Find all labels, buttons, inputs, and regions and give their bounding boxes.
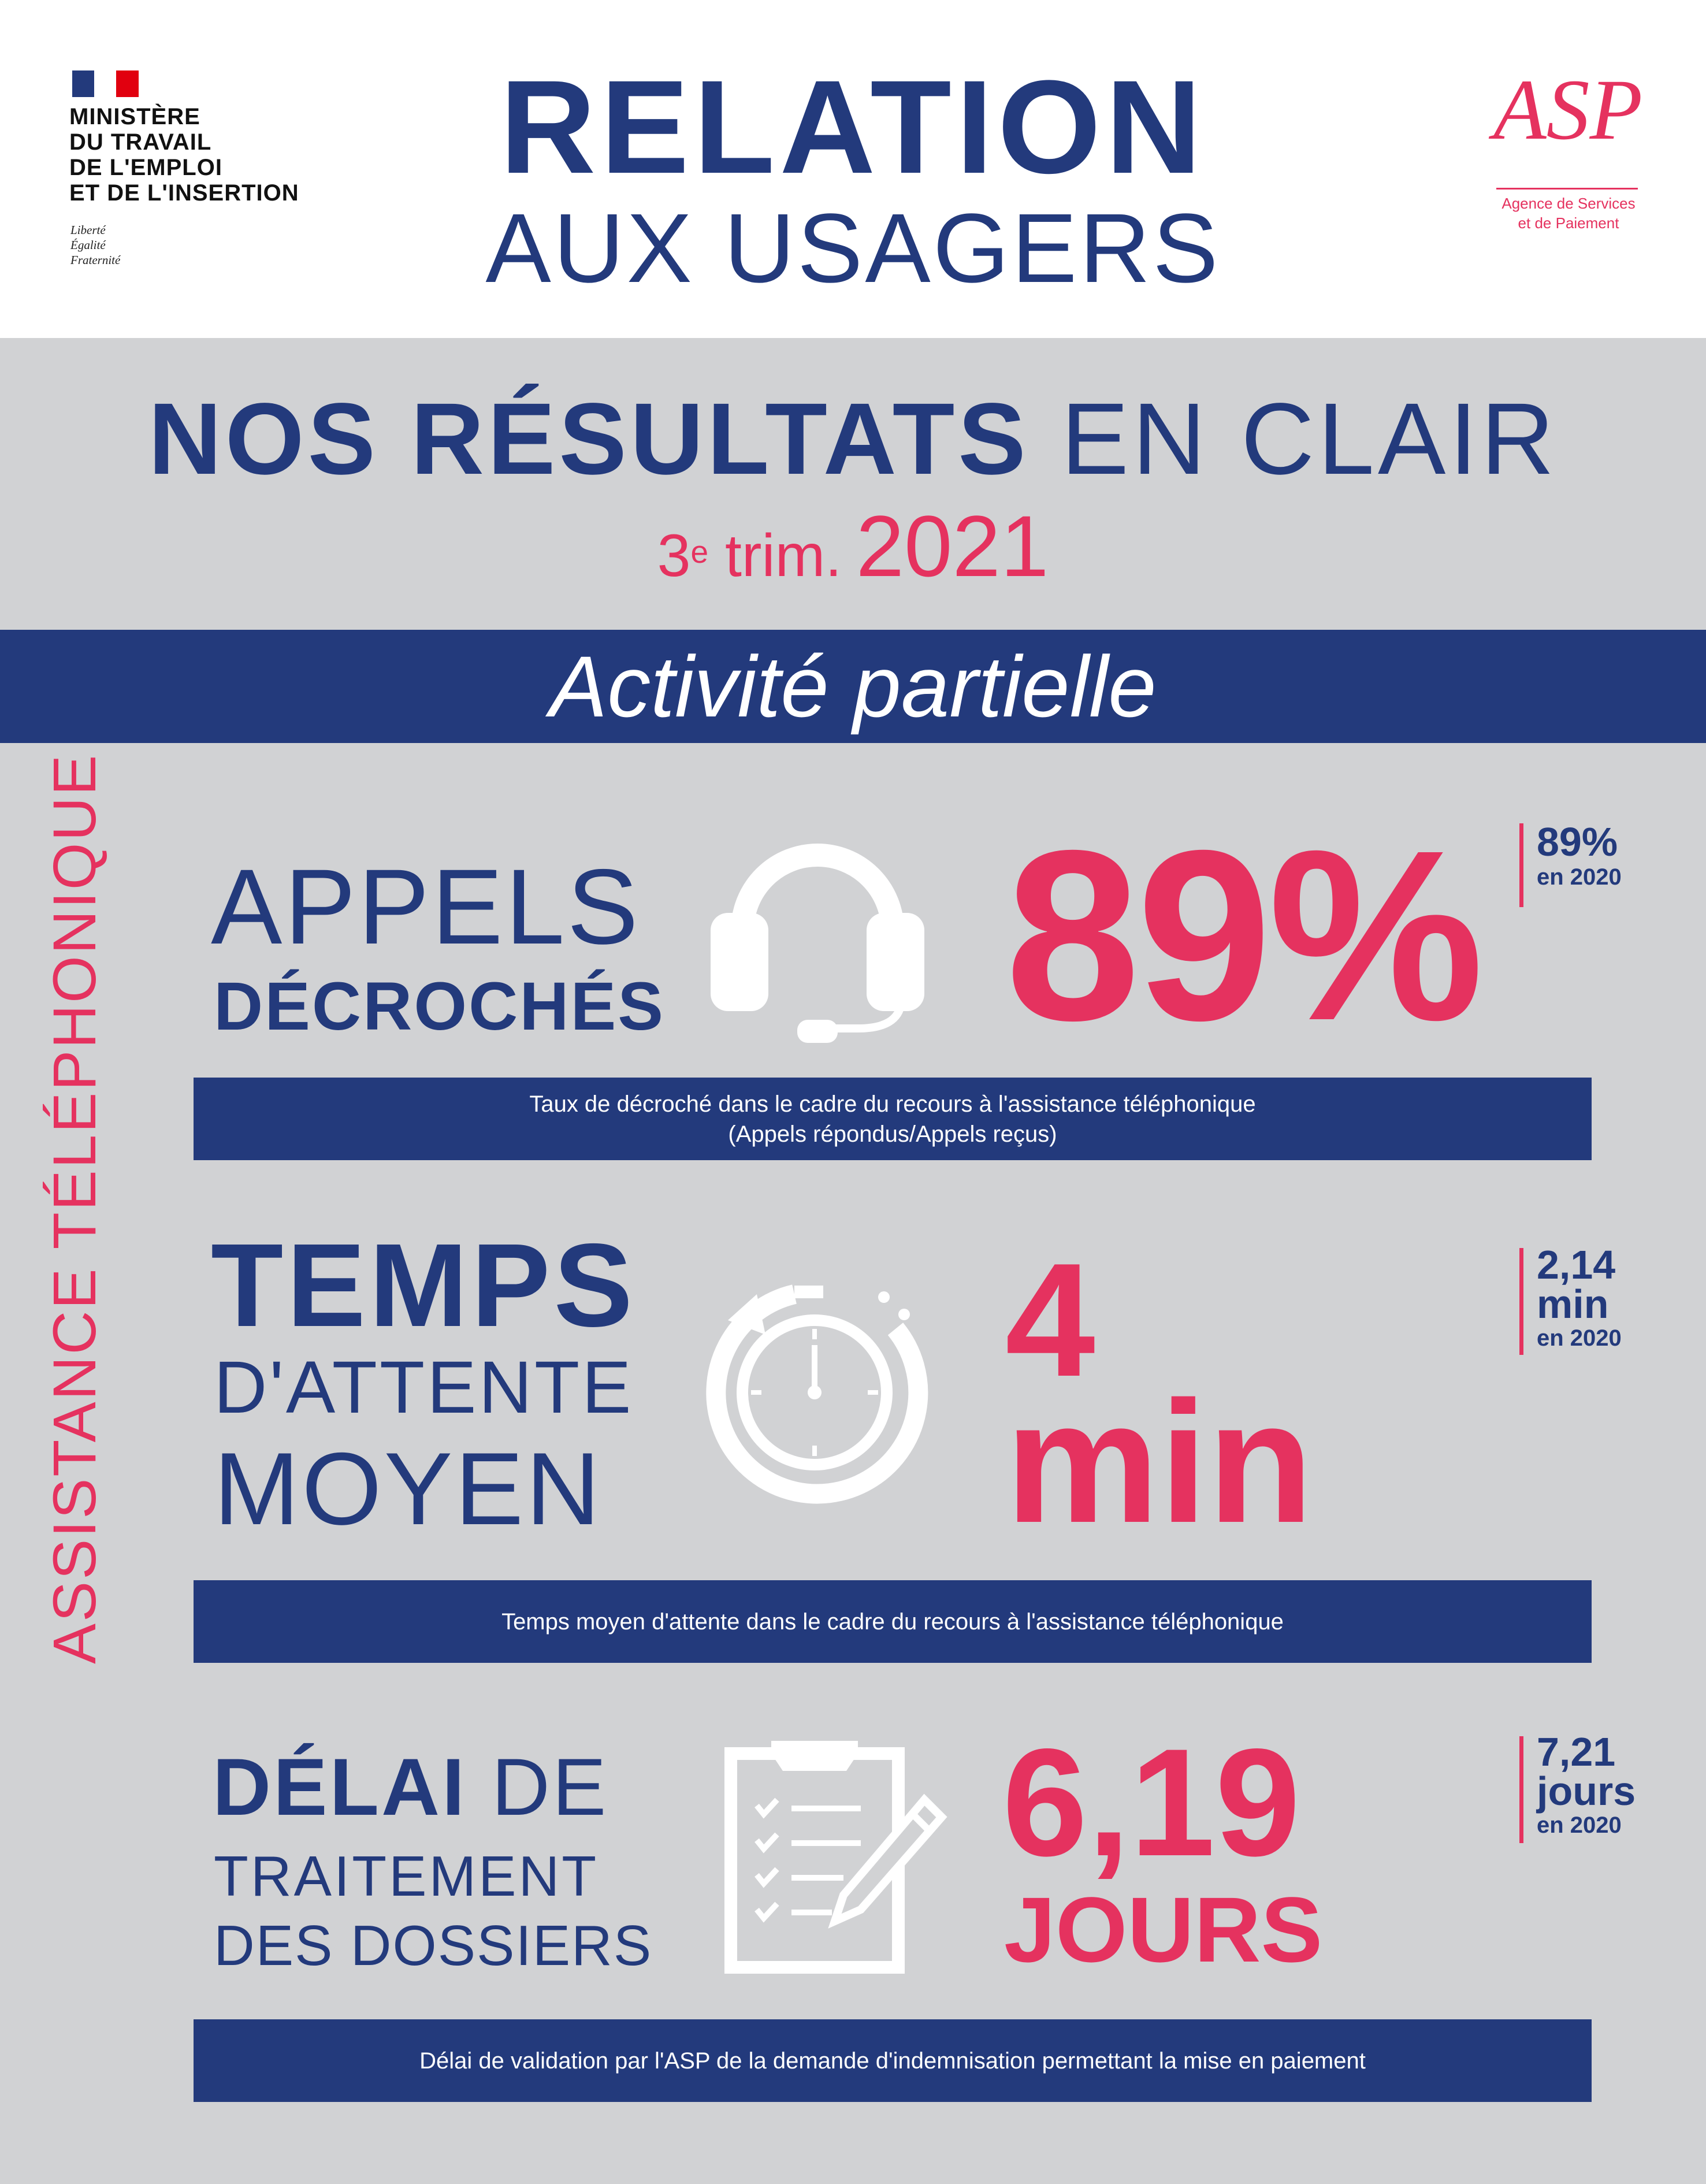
metric-value-delay-num: 6,19	[1002, 1717, 1300, 1888]
compare-unit: jours	[1537, 1769, 1636, 1814]
quarter-label	[0, 497, 1706, 617]
metric-value-calls: 89%	[1005, 800, 1481, 1071]
motto-line: Égalité	[70, 238, 106, 252]
compare-value: 7,21	[1537, 1729, 1616, 1774]
results-title-light: EN CLAIR	[1061, 382, 1558, 496]
year: 2021	[856, 497, 1049, 595]
quarter-number	[657, 522, 842, 589]
caption-line: Délai de validation par l'ASP de la demande d'indemnisation permettant la mise en paiement	[419, 2048, 1366, 2074]
metric-label-delay-2: TRAITEMENT	[214, 1844, 599, 1908]
asp-sub-line: Agence de Services	[1501, 195, 1636, 212]
asp-logo: ASP	[1493, 62, 1643, 158]
asp-sub-line: et de Paiement	[1518, 214, 1619, 232]
ministry-line: DU TRAVAIL	[69, 129, 212, 155]
compare-value: 89%	[1537, 819, 1618, 864]
metric-value-wait-unit: min	[1005, 1365, 1314, 1559]
section-title: Activité partielle	[549, 638, 1157, 735]
ministry-line: MINISTÈRE	[69, 104, 200, 129]
metric-label-wait-3: MOYEN	[214, 1431, 603, 1546]
main-title: RELATION	[500, 53, 1206, 201]
compare-unit: min	[1537, 1282, 1609, 1327]
caption-line: (Appels répondus/Appels reçus)	[728, 1121, 1057, 1147]
compare-wait	[1537, 1242, 1622, 1353]
quarter-word: trim.	[725, 522, 842, 589]
metric-label-calls: APPELS	[211, 848, 641, 967]
metric-label-calls-2: DÉCROCHÉS	[214, 968, 665, 1045]
metric-label-delay-bold: DÉLAI	[213, 1741, 467, 1832]
metric-label-wait-2: D'ATTENTE	[214, 1346, 634, 1429]
compare-delay	[1537, 1729, 1636, 1840]
results-title-bold: NOS RÉSULTATS	[148, 382, 1029, 496]
caption-delay	[194, 2019, 1592, 2102]
compare-bar	[1519, 1736, 1523, 1843]
compare-year: en 2020	[1537, 864, 1622, 890]
caption-line: Temps moyen d'attente dans le cadre du recours à l'assistance téléphonique	[501, 1609, 1284, 1635]
caption-line: Taux de décroché dans le cadre du recours à l'assistance téléphonique	[529, 1091, 1256, 1117]
clipboard-pen-icon	[722, 1730, 965, 1973]
compare-bar	[1519, 1248, 1523, 1355]
compare-calls	[1537, 820, 1622, 891]
stopwatch-icon	[693, 1271, 936, 1514]
compare-year: en 2020	[1537, 1325, 1622, 1351]
quarter-num: 3	[657, 522, 691, 589]
vertical-label-text: ASSISTANCE TÉLÉPHONIQUE	[41, 753, 109, 1664]
quarter-sup: e	[690, 534, 709, 570]
motto-line: Liberté	[70, 223, 106, 237]
ministry-line: DE L'EMPLOI	[69, 155, 222, 180]
metric-label-delay-light: DE	[491, 1741, 609, 1832]
results-title	[0, 384, 1706, 494]
asp-agency-name	[1479, 194, 1658, 233]
metric-value-delay-unit: JOURS	[1004, 1878, 1323, 1981]
caption-wait	[194, 1580, 1592, 1663]
vertical-section-label	[35, 753, 116, 1664]
compare-year: en 2020	[1537, 1812, 1622, 1838]
caption-calls	[194, 1078, 1592, 1160]
ministry-line: ET DE L'INSERTION	[69, 180, 299, 206]
metric-label-delay-3: DES DOSSIERS	[214, 1914, 653, 1977]
metric-label-delay	[213, 1741, 609, 1832]
compare-value: 2,14	[1537, 1242, 1616, 1287]
headset-icon	[711, 829, 924, 1031]
metric-label-wait: TEMPS	[211, 1219, 637, 1351]
motto-line: Fraternité	[70, 253, 121, 267]
metric-value-wait-num: 4	[1005, 1230, 1095, 1410]
compare-bar	[1519, 823, 1523, 907]
asp-logo-rule	[1496, 188, 1638, 190]
main-subtitle: AUX USAGERS	[485, 194, 1221, 303]
